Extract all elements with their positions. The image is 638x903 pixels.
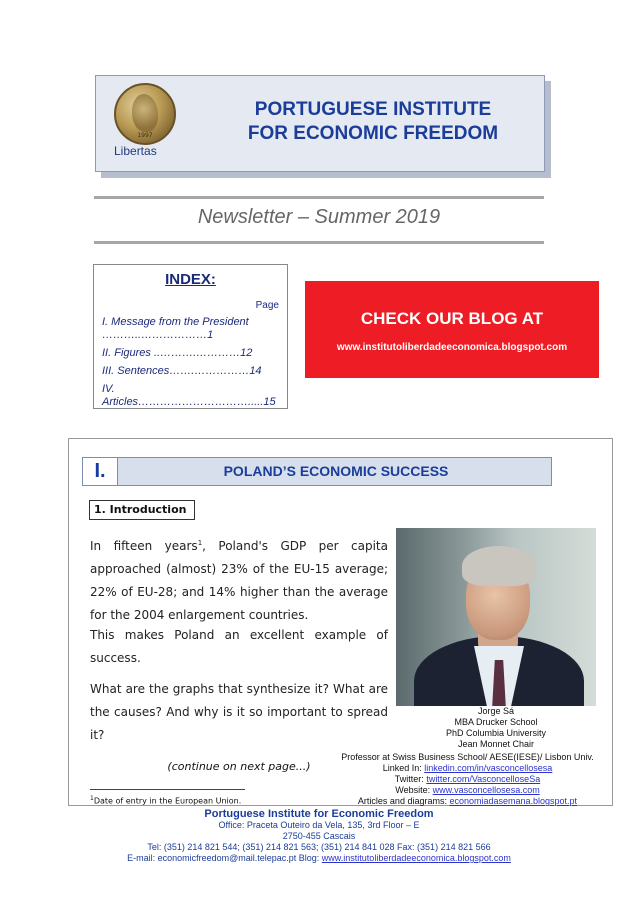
- index-box: [93, 264, 288, 409]
- author-contacts: [330, 752, 605, 807]
- coin-portrait: [132, 94, 158, 132]
- twitter-link[interactable]: twitter.com/VasconcelloseSa: [426, 774, 541, 784]
- twitter-line: Twitter: twitter.com/VasconcelloseSa: [394, 774, 541, 784]
- libertas-coin-logo: [114, 83, 176, 145]
- institute-title-line2: FOR ECONOMIC FREEDOM: [247, 123, 499, 144]
- author-photo: [396, 528, 596, 706]
- institute-header: [95, 75, 545, 172]
- articles-link[interactable]: economiadasemana.blogspot.pt: [449, 796, 578, 806]
- section-number: I.: [82, 457, 118, 486]
- blog-banner[interactable]: [305, 281, 599, 378]
- bottom-rule: [94, 241, 544, 244]
- footnote-ref[interactable]: 1: [197, 539, 203, 547]
- footnote: $^1$Date of entry in the European Union.: [90, 795, 242, 806]
- footer-email: E-mail: economicfreedom@mail.telepac.pt Blog: www.institutoliberdadeeconomica.blogspot.com: [127, 853, 511, 863]
- index-item[interactable]: IV. Articles………………………….....15: [102, 383, 276, 408]
- linkedin-line: Linked In: linkedin.com/in/vasconcellosesa: [382, 763, 553, 773]
- coin-label: Libertas: [114, 144, 157, 158]
- continue-note: (continue on next page...): [167, 760, 311, 773]
- author-credential: MBA Drucker School: [454, 717, 538, 727]
- blog-link[interactable]: www.institutoliberdadeeconomica.blogspot.com: [336, 342, 568, 353]
- paragraph-3: What are the graphs that synthesize it? What are the causes? And why is it so important to spread it?: [90, 682, 388, 742]
- index-page-label: Page: [255, 300, 279, 311]
- institute-title-line1: PORTUGUESE INSTITUTE: [254, 99, 492, 120]
- author-credential: PhD Columbia University: [445, 728, 547, 738]
- footer-org-name: Portuguese Institute for Economic Freedom: [204, 808, 434, 820]
- footer-postal: 2750-455 Cascais: [282, 831, 356, 841]
- page-footer: [0, 808, 638, 864]
- linkedin-link[interactable]: linkedin.com/in/vasconcellosesa: [424, 763, 553, 773]
- author-caption: [396, 706, 596, 750]
- author-name: Jorge Sá: [477, 706, 515, 716]
- paragraph-1: In fifteen years$^1$, Poland's GDP per capita approached (almost) 23% of the EU-15 average; 22% of EU-28; and 14% higher than the average for the 2004 enlargement countries.: [90, 539, 388, 622]
- website-line: Website: www.vasconcellosesa.com: [395, 785, 540, 795]
- footer-phone: Tel: (351) 214 821 544; (351) 214 821 563; (351) 214 841 028 Fax: (351) 214 821 566: [147, 842, 491, 852]
- footnote-divider: [90, 789, 245, 790]
- section-title: POLAND’S ECONOMIC SUCCESS: [223, 463, 449, 479]
- articles-line: Articles and diagrams: economiadasemana.blogspot.pt: [357, 796, 578, 806]
- index-item[interactable]: III. Sentences…….……………14: [102, 365, 262, 377]
- author-professor-line: Professor at Swiss Business School/ AESE(IESE)/ Lisbon Univ.: [341, 752, 594, 762]
- top-rule: [94, 196, 544, 199]
- footer-office: Office: Praceta Outeiro da Vela, 135, 3rd Floor – E: [218, 820, 420, 830]
- coin-year: 1997: [137, 132, 153, 139]
- subheading-introduction: 1. Introduction: [89, 500, 195, 520]
- footer-blog-link[interactable]: www.institutoliberdadeeconomica.blogspot.com: [321, 853, 511, 863]
- author-credential: Jean Monnet Chair: [457, 739, 535, 749]
- index-title: INDEX:: [165, 271, 216, 288]
- index-item[interactable]: II. Figures ..……….…………12: [102, 347, 253, 359]
- newsletter-title: Newsletter – Summer 2019: [197, 206, 441, 228]
- website-link[interactable]: www.vasconcellosesa.com: [432, 785, 540, 795]
- blog-title: CHECK OUR BLOG AT: [360, 309, 544, 328]
- paragraph-2: This makes Poland an excellent example of success.: [90, 628, 388, 665]
- photo-hair: [462, 546, 536, 586]
- institute-title: [208, 98, 538, 146]
- index-item[interactable]: I. Message from the President ………..………………1: [102, 316, 249, 341]
